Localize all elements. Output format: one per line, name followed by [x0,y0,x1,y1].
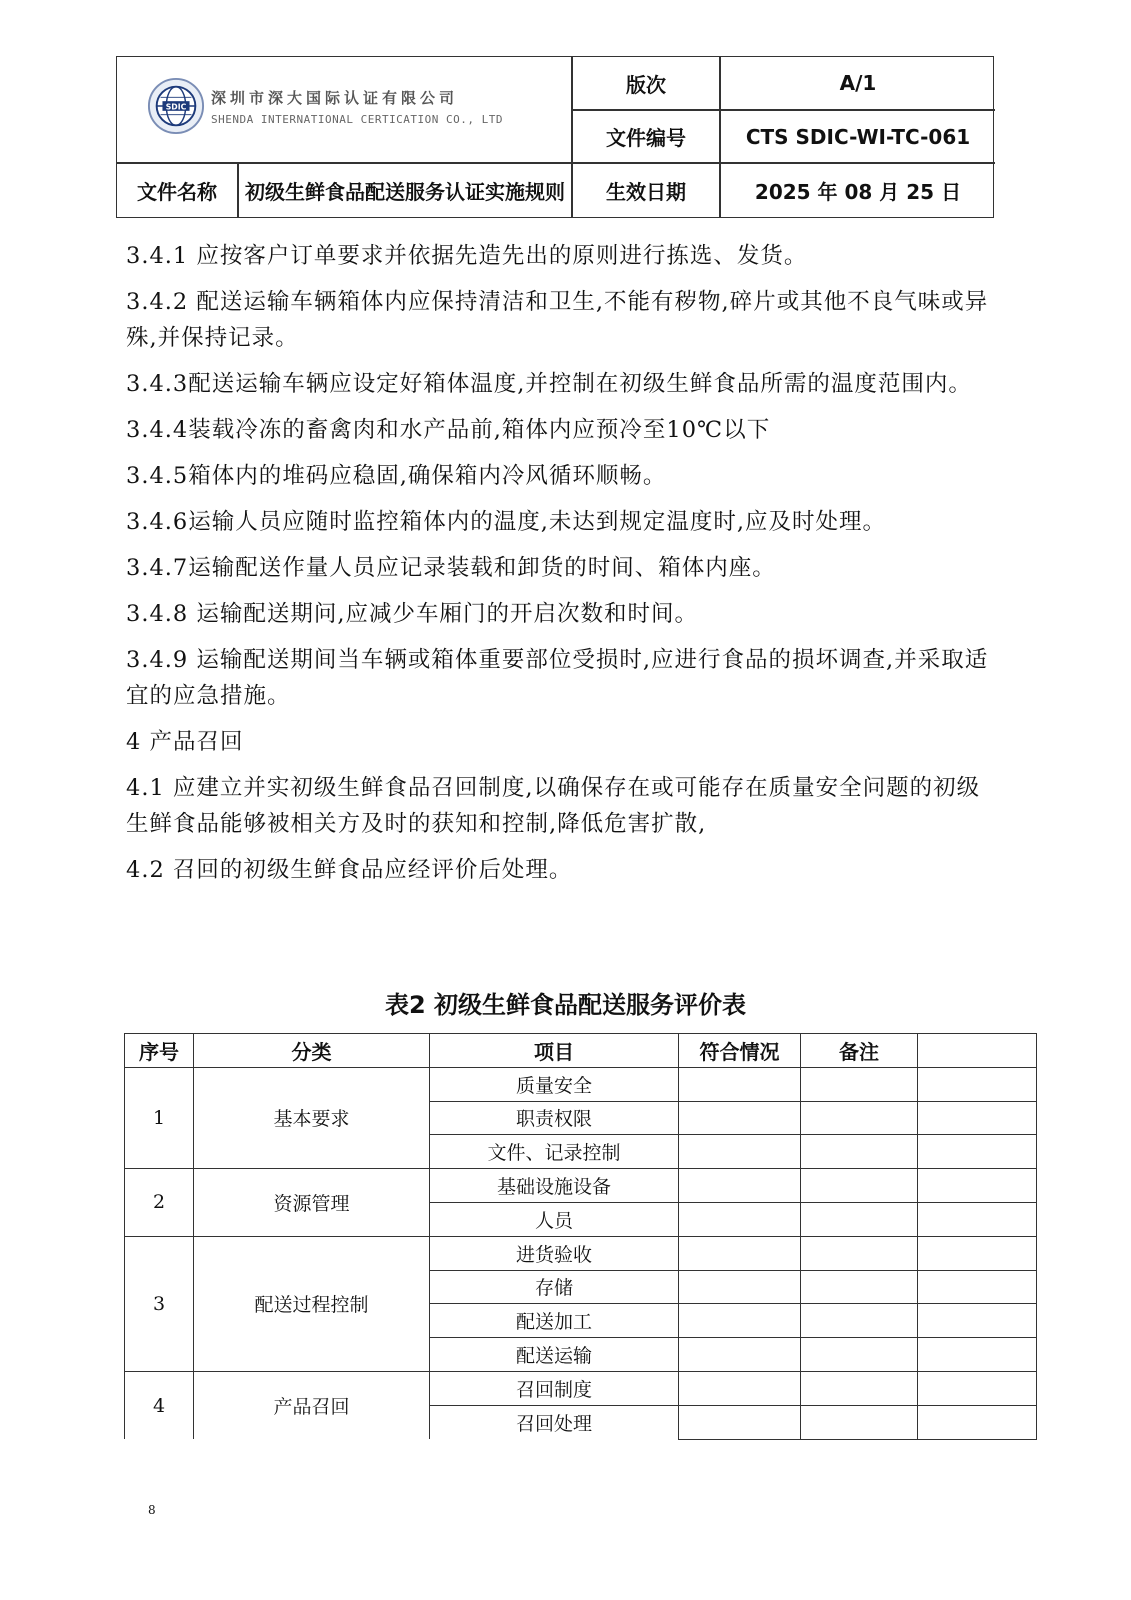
section-4-heading: 4 产品召回 [126,729,244,755]
clause-3-4-4: 3.4.4装载冷冻的畜禽肉和水产品前,箱体内应预冷至10℃以下 [126,417,771,443]
remarks-cell[interactable] [801,1236,918,1270]
conformity-cell[interactable] [679,1067,801,1101]
conformity-cell[interactable] [679,1202,801,1236]
blank-cell [918,1067,1037,1101]
blank-cell [918,1169,1037,1203]
table-row [125,1236,1037,1270]
effective-date-label: 生效日期 [606,180,686,204]
blank-cell [918,1338,1037,1372]
table-row [125,1067,1037,1101]
remarks-cell[interactable] [801,1067,918,1101]
evaluation-table [124,1033,1037,1440]
col-header-remarks: 备注 [801,1034,918,1068]
docname-label: 文件名称 [137,180,217,204]
row-category: 配送过程控制 [194,1236,430,1371]
row-item: 进货验收 [430,1236,679,1270]
remarks-cell[interactable] [801,1405,918,1439]
blank-cell [918,1405,1037,1439]
company-name-cn: 深圳市深大国际认证有限公司 [211,88,459,107]
company-name-en: SHENDA INTERNATIONAL CERTICATION CO., LTD [211,112,504,126]
edition-value: A/1 [839,71,877,95]
table-header-row [125,1034,1037,1068]
clause-3-4-8: 3.4.8 运输配送期问,应减少车厢门的开启次数和时间。 [126,601,699,627]
col-header-category: 分类 [194,1034,430,1068]
table-title: 表2 初级生鲜食品配送服务评价表 [384,991,747,1019]
clause-4-1: 4.1 应建立并实初级生鲜食品召回制度,以确保存在或可能存在质量安全问题的初级生鲜食品能够被相关方及时的获知和控制,降低危害扩散, [126,775,981,837]
row-item: 召回制度 [430,1371,679,1405]
conformity-cell[interactable] [679,1371,801,1405]
row-item: 配送加工 [430,1304,679,1338]
remarks-cell[interactable] [801,1202,918,1236]
edition-label: 版次 [626,72,666,97]
docno-value: CTS SDIC-WI-TC-061 [745,124,971,149]
row-no: 2 [125,1169,194,1237]
row-category: 基本要求 [194,1067,430,1168]
conformity-cell[interactable] [679,1135,801,1169]
remarks-cell[interactable] [801,1304,918,1338]
col-header-blank [918,1034,1037,1068]
conformity-cell[interactable] [679,1304,801,1338]
row-item: 配送运输 [430,1338,679,1372]
body-text [126,238,996,898]
docno-label: 文件编号 [606,126,686,150]
col-header-conformity: 符合情况 [679,1034,801,1068]
table-row [125,1371,1037,1405]
blank-cell [918,1304,1037,1338]
remarks-cell[interactable] [801,1101,918,1135]
clause-3-4-9: 3.4.9 运输配送期间当车辆或箱体重要部位受损时,应进行食品的损坏调查,并采取适宜的应急措施。 [126,647,989,709]
document-header [116,56,994,218]
remarks-cell[interactable] [801,1135,918,1169]
conformity-cell[interactable] [679,1338,801,1372]
effective-date-value: 2025 年 08 月 25 日 [754,180,962,204]
row-item: 召回处理 [430,1405,679,1439]
blank-cell [918,1135,1037,1169]
row-item: 存储 [430,1270,679,1304]
col-header-no: 序号 [125,1034,194,1068]
row-no: 3 [125,1236,194,1371]
row-no: 1 [125,1067,194,1168]
blank-cell [918,1270,1037,1304]
conformity-cell[interactable] [679,1270,801,1304]
clause-3-4-2: 3.4.2 配送运输车辆箱体内应保持清洁和卫生,不能有秽物,碎片或其他不良气味或异殊,并保持记录。 [126,289,989,351]
row-no: 4 [125,1371,194,1439]
blank-cell [918,1236,1037,1270]
remarks-cell[interactable] [801,1270,918,1304]
svg-text:SDIC: SDIC [165,102,187,112]
blank-cell [918,1101,1037,1135]
conformity-cell[interactable] [679,1236,801,1270]
globe-seal-icon [147,77,205,135]
company-logo [147,77,503,135]
conformity-cell[interactable] [679,1101,801,1135]
remarks-cell[interactable] [801,1338,918,1372]
blank-cell [918,1371,1037,1405]
row-item: 职责权限 [430,1101,679,1135]
clause-3-4-7: 3.4.7运输配送作量人员应记录装载和卸货的时间、箱体内座。 [126,555,776,581]
clause-3-4-1: 3.4.1 应按客户订单要求并依据先造先出的原则进行拣选、发货。 [126,243,808,269]
conformity-cell[interactable] [679,1405,801,1439]
clause-4-2: 4.2 召回的初级生鲜食品应经评价后处理。 [126,857,573,883]
conformity-cell[interactable] [679,1169,801,1203]
table-row [125,1169,1037,1203]
page-number: 8 [148,1503,156,1517]
row-item: 基础设施设备 [430,1169,679,1203]
clause-3-4-6: 3.4.6运输人员应随时监控箱体内的温度,未达到规定温度时,应及时处理。 [126,509,887,535]
clause-3-4-3: 3.4.3配送运输车辆应设定好箱体温度,并控制在初级生鲜食品所需的温度范围内。 [126,371,972,397]
col-header-item: 项目 [430,1034,679,1068]
row-item: 人员 [430,1202,679,1236]
docname-value: 初级生鲜食品配送服务认证实施规则 [245,180,565,204]
row-item: 质量安全 [430,1067,679,1101]
remarks-cell[interactable] [801,1371,918,1405]
row-item: 文件、记录控制 [430,1135,679,1169]
blank-cell [918,1202,1037,1236]
row-category: 资源管理 [194,1169,430,1237]
remarks-cell[interactable] [801,1169,918,1203]
row-category: 产品召回 [194,1371,430,1439]
clause-3-4-5: 3.4.5箱体内的堆码应稳固,确保箱内冷风循环顺畅。 [126,463,667,489]
